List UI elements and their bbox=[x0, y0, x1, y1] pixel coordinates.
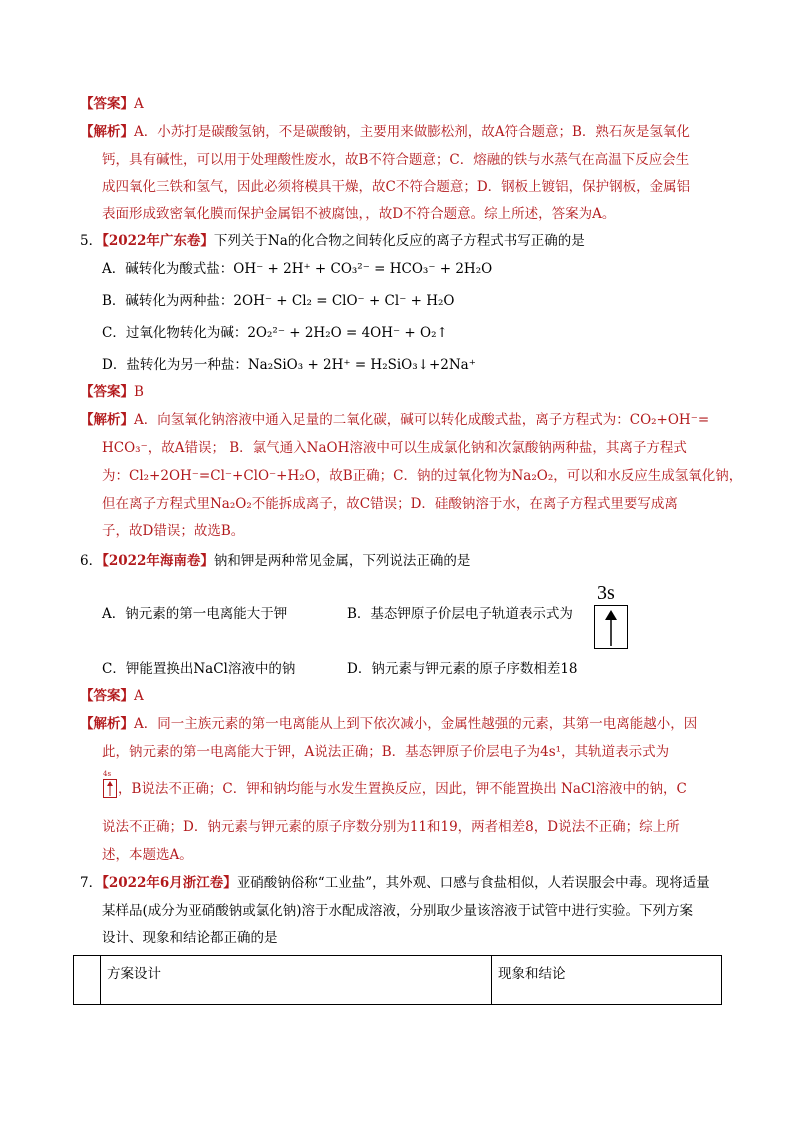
q6-option-b: B．基态钾原子价层电子轨道表示式为 bbox=[347, 606, 573, 622]
q5-analysis-line-5: 子，故D错误；故选B。 bbox=[102, 523, 245, 539]
q5-option-b bbox=[102, 292, 454, 310]
question-stem: 亚硝酸钠俗称“工业盐”，其外观、口感与食盐相似，人若误服会中毒。现将适量 bbox=[236, 875, 710, 891]
q7-stem-line-2: 某样品(成分为亚硝酸钠或氯化钠)溶于水配成溶液，分别取少量该溶液于试管中进行实验。下列方案 bbox=[102, 903, 694, 919]
small-orbital-box bbox=[103, 779, 117, 798]
q5-answer bbox=[80, 383, 144, 401]
table-header-cell: 现象和结论 bbox=[492, 956, 722, 1005]
option-equation: 2OH⁻ + Cl₂ = ClO⁻ + Cl⁻ + H₂O bbox=[233, 293, 455, 309]
q5-analysis-line-4: 但在离子方程式里Na₂O₂不能拆成离子，故C错误；D．硅酸钠溶于水，在离子方程式里要写成离 bbox=[102, 496, 678, 512]
option-label: A．碱转化为酸式盐： bbox=[102, 261, 234, 277]
orbital-label: 3s bbox=[597, 582, 615, 604]
q5-option-d bbox=[102, 356, 476, 374]
option-label: D．盐转化为另一种盐： bbox=[102, 357, 248, 373]
q5-analysis-line-2: HCO₃⁻，故A错误； B．氯气通入NaOH溶液中可以生成氯化钠和次氯酸钠两种盐，其离子方程式 bbox=[102, 440, 687, 456]
question-source: 【2022年6月浙江卷】 bbox=[102, 875, 237, 891]
analysis-text: A．小苏打是碳酸氢钠，不是碳酸钠，主要用来做膨松剂，故A符合题意；B．熟石灰是氢氧化 bbox=[134, 124, 690, 140]
q7-table bbox=[73, 955, 722, 1005]
q6-option-d: D．钠元素与钾元素的原子序数相差18 bbox=[347, 661, 578, 677]
answer-value: B bbox=[134, 384, 144, 400]
question-source: 【2022年广东卷】 bbox=[102, 233, 214, 249]
up-arrow-icon bbox=[595, 606, 627, 648]
q5-analysis-line-1 bbox=[80, 411, 709, 429]
question-stem: 钠和钾是两种常见金属，下列说法正确的是 bbox=[213, 553, 471, 569]
up-arrow-icon bbox=[104, 780, 116, 797]
q6-option-a: A．钠元素的第一电离能大于钾 bbox=[102, 606, 288, 622]
analysis-tag: 【解析】 bbox=[80, 716, 134, 732]
q5-option-c bbox=[102, 324, 448, 342]
q6-option-c: C．钾能置换出NaCl溶液中的钠 bbox=[102, 661, 296, 677]
orbital-box bbox=[594, 605, 628, 649]
q4-answer bbox=[80, 95, 144, 113]
option-equation: Na₂SiO₃ + 2H⁺ = H₂SiO₃↓+2Na⁺ bbox=[247, 357, 476, 373]
small-orbital-label: 4s bbox=[103, 770, 112, 778]
q5-analysis-line-3: 为：Cl₂+2OH⁻=Cl⁻+ClO⁻+H₂O，故B正确；C．钠的过氧化物为Na₂O₂，可以和水反应生成氢氧化钠， bbox=[102, 468, 743, 484]
table-header-row bbox=[74, 956, 722, 1005]
q6-analysis-line-3: ，B说法不正确；C．钾和钠均能与水发生置换反应，因此，钾不能置换出 NaCl溶液中的钠，C bbox=[118, 781, 687, 797]
q4-analysis-line-2: 钙，具有碱性，可以用于处理酸性废水，故B不符合题意；C．熔融的铁与水蒸气在高温下反应会生 bbox=[102, 152, 690, 168]
q4-analysis-line-4: 表面形成致密氧化膜而保护金属铝不被腐蚀，，故D不符合题意。综上所述，答案为A。 bbox=[102, 206, 616, 222]
option-label: C．过氧化物转化为碱： bbox=[102, 325, 248, 341]
q6-answer bbox=[80, 687, 144, 705]
option-label: B．碱转化为两种盐： bbox=[102, 293, 234, 309]
question-stem: 下列关于Na的化合物之间转化反应的离子方程式书写正确的是 bbox=[213, 233, 585, 249]
answer-tag: 【答案】 bbox=[80, 96, 134, 112]
analysis-tag: 【解析】 bbox=[80, 412, 134, 428]
question-number: 5． bbox=[80, 233, 103, 249]
q4-analysis-line-3: 成四氧化三铁和氢气，因此必须将模具干燥，故C不符合题意；D．钢板上镀铝，保护钢板，金属铝 bbox=[102, 179, 691, 195]
analysis-text: A．同一主族元素的第一电离能从上到下依次减小，金属性越强的元素，其第一电离能越小，因 bbox=[134, 716, 698, 732]
table-header-cell bbox=[74, 956, 101, 1005]
q6-stem bbox=[80, 552, 470, 570]
q4-analysis-line-1 bbox=[80, 123, 690, 141]
question-number: 7． bbox=[80, 875, 103, 891]
q6-analysis-line-1 bbox=[80, 715, 697, 733]
question-source: 【2022年海南卷】 bbox=[102, 553, 214, 569]
question-number: 6． bbox=[80, 553, 103, 569]
q5-stem bbox=[80, 232, 585, 250]
q7-stem-line-1 bbox=[80, 874, 710, 892]
q6-analysis-line-2: 此，钠元素的第一电离能大于钾，A说法正确；B．基态钾原子价层电子为4s¹，其轨道表示式为 bbox=[102, 744, 670, 760]
q5-option-a bbox=[102, 260, 492, 278]
answer-tag: 【答案】 bbox=[80, 688, 134, 704]
option-equation: 2O₂²⁻ + 2H₂O = 4OH⁻ + O₂↑ bbox=[247, 325, 448, 341]
table-header-cell: 方案设计 bbox=[101, 956, 492, 1005]
analysis-tag: 【解析】 bbox=[80, 124, 134, 140]
answer-tag: 【答案】 bbox=[80, 384, 134, 400]
q6-analysis-line-5: 述，本题选A。 bbox=[102, 847, 193, 863]
option-equation: OH⁻ + 2H⁺ + CO₃²⁻ = HCO₃⁻ + 2H₂O bbox=[233, 261, 493, 277]
analysis-text: A．向氢氧化钠溶液中通入足量的二氧化碳，碱可以转化成酸式盐，离子方程式为：CO₂+OH⁻= bbox=[134, 412, 710, 428]
q7-stem-line-3: 设计、现象和结论都正确的是 bbox=[102, 930, 278, 946]
q6-analysis-line-4: 说法不正确；D．钠元素与钾元素的原子序数分别为11和19，两者相差8，D说法不正确；综上所 bbox=[102, 819, 680, 835]
answer-value: A bbox=[134, 688, 144, 704]
answer-value: A bbox=[134, 96, 144, 112]
